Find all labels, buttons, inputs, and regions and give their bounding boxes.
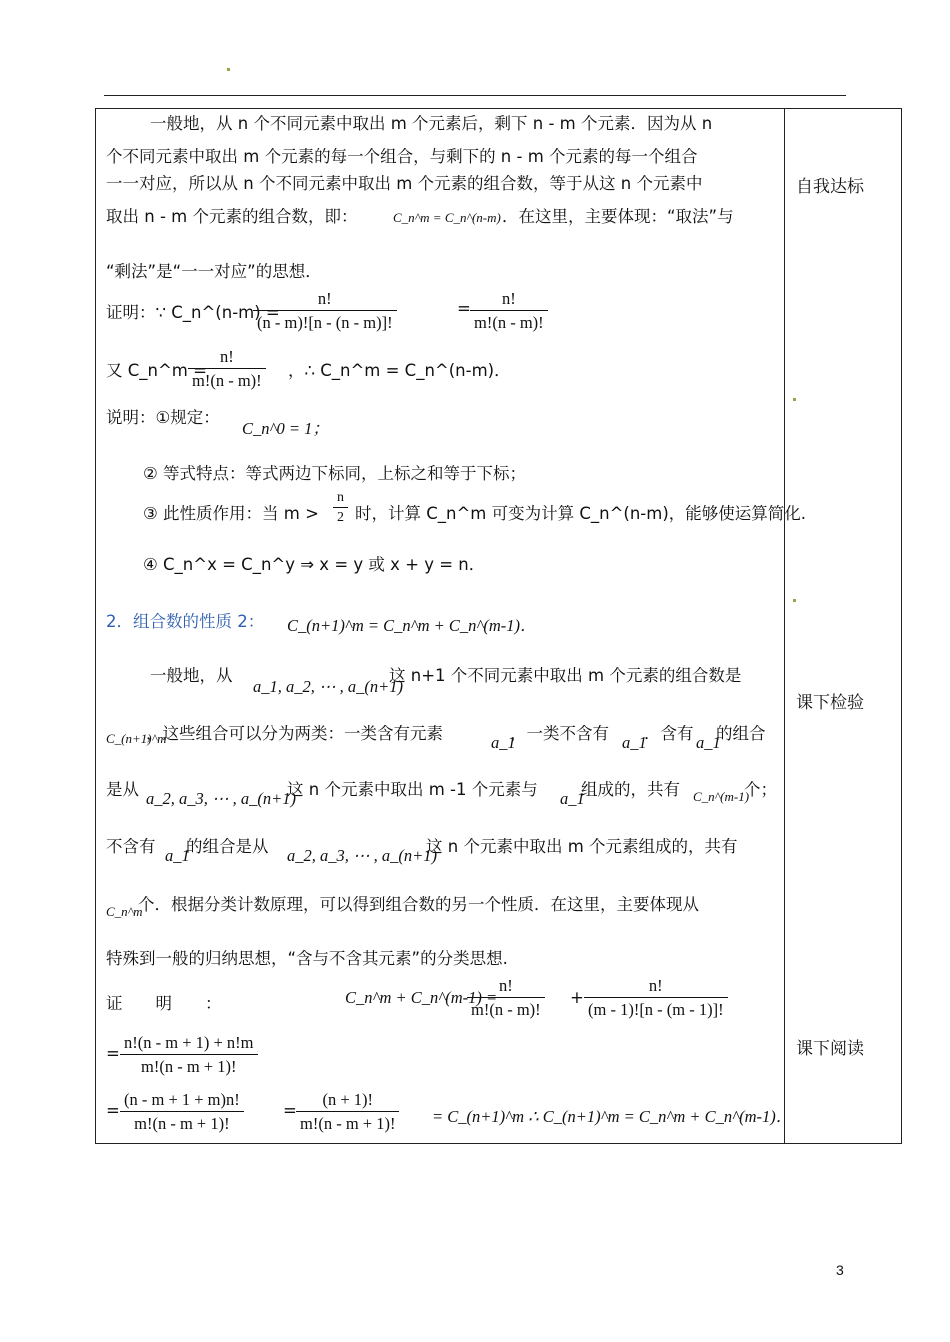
note-3-end: 时，计算 C_n^m 可变为计算 C_n^(n-m)，能够使运算简化. xyxy=(355,504,807,523)
proof1-conclusion: ，∴ C_n^m = C_n^(n-m)． xyxy=(288,361,511,380)
para2-text: 的组合 xyxy=(716,724,766,743)
proof2-fraction xyxy=(296,1089,399,1136)
fraction-numerator: n! xyxy=(584,975,728,998)
para2-text: 不含有 xyxy=(106,837,156,856)
note-3-fraction xyxy=(333,489,348,528)
proof2-fraction xyxy=(584,975,728,1022)
side-label-after-class-reading: 课下阅读 xyxy=(796,1039,864,1059)
equals-sign: = xyxy=(106,1044,120,1063)
para2-math: a_1 xyxy=(696,733,721,752)
para2-math: C_n^(m-1) xyxy=(693,789,750,804)
mark-dot xyxy=(227,68,230,71)
para2-math: a_1 xyxy=(491,733,516,752)
proof1-label: 证明：∵ C_n^(n-m) = xyxy=(106,303,280,322)
proof1-fraction xyxy=(470,288,548,335)
para2-text: 这 n+1 个不同元素中取出 m 个元素的组合数是 xyxy=(389,666,742,685)
note-4: ④ C_n^x = C_n^y ⇒ x = y 或 x + y = n． xyxy=(143,555,486,574)
fraction-numerator: n! xyxy=(188,346,266,369)
para2-text: 组成的，共有 xyxy=(581,780,680,799)
para2-text: 这 n 个元素中取出 m -1 个元素与 xyxy=(287,780,538,799)
fraction-denominator: m!(n - m)! xyxy=(471,1000,541,1019)
note-3-start: ③ 此性质作用：当 m > xyxy=(143,504,319,523)
proof2-lhs: C_n^m + C_n^(m-1) = xyxy=(345,988,498,1007)
fraction-numerator: (n + 1)! xyxy=(296,1089,399,1112)
mark-dot xyxy=(793,398,796,401)
para2-math: a_1 xyxy=(165,846,190,865)
side-label-after-class-test: 课下检验 xyxy=(796,693,864,713)
para2-text: 的组合是从 xyxy=(186,837,269,856)
header-rule xyxy=(104,95,846,96)
page-number: 3 xyxy=(836,1262,844,1278)
para2-text: 个； xyxy=(744,780,777,799)
para2-text: 是从 xyxy=(106,780,139,799)
fraction-denominator: m!(n - m + 1)! xyxy=(134,1114,230,1133)
fraction-denominator: m!(n - m)! xyxy=(474,313,544,332)
proof1-also-label: 又 C_n^m = xyxy=(106,361,207,380)
note-1-formula: C_n^0 = 1； xyxy=(242,419,329,438)
side-label-self-check: 自我达标 xyxy=(796,177,864,197)
para1-line: 一般地，从 n 个不同元素中取出 m 个元素后，剩下 n - m 个元素．因为从 n xyxy=(150,114,713,133)
fraction-denominator: m!(n - m + 1)! xyxy=(300,1114,396,1133)
fraction-denominator: m!(n - m + 1)! xyxy=(141,1057,237,1076)
proof2-conclusion: = C_(n+1)^m ∴ C_(n+1)^m = C_n^m + C_n^(m-1)． xyxy=(432,1107,793,1126)
proof1-fraction xyxy=(188,346,266,393)
mark-dot xyxy=(793,599,796,602)
para2-text: 特殊到一般的归纳思想，“含与不含其元素”的分类思想. xyxy=(106,949,508,968)
proof1-fraction xyxy=(253,288,397,335)
proof2-fraction xyxy=(120,1089,244,1136)
fraction-numerator: n! xyxy=(470,288,548,311)
fraction-denominator: m!(n - m)! xyxy=(192,371,262,390)
proof2-label: 证 明 ： xyxy=(106,994,222,1013)
equals-sign: = xyxy=(106,1101,120,1120)
plus-sign: + xyxy=(570,988,584,1007)
para2-text: ．含有 xyxy=(644,724,694,743)
para2-text: ，一类不含有 xyxy=(510,724,609,743)
column-divider xyxy=(784,108,785,1144)
fraction-denominator: 2 xyxy=(337,510,344,525)
para2-math: a_1, a_2, ⋯ , a_(n+1) xyxy=(253,677,403,696)
proof2-fraction xyxy=(120,1032,258,1079)
note-2: ② 等式特点：等式两边下标同，上标之和等于下标； xyxy=(143,464,527,483)
fraction-numerator: (n - m + 1 + m)n! xyxy=(120,1089,244,1112)
para1-line: 一一对应，所以从 n 个不同元素中取出 m 个元素的组合数，等于从这 n 个元素中 xyxy=(106,174,703,193)
para2-text: 个．根据分类计数原理，可以得到组合数的另一个性质．在这里，主要体现从 xyxy=(138,895,699,914)
para2-math: a_2, a_3, ⋯ , a_(n+1) xyxy=(287,846,437,865)
para2-math: C_(n+1)^m xyxy=(106,731,167,746)
para2-text: 这 n 个元素中取出 m 个元素组成的，共有 xyxy=(426,837,738,856)
para2-math: C_n^m xyxy=(106,904,143,919)
para2-math: a_2, a_3, ⋯ , a_(n+1) xyxy=(146,789,296,808)
para1-line: “剩法”是“一一对应”的思想． xyxy=(106,262,322,281)
equals-sign: = xyxy=(283,1101,297,1120)
fraction-denominator: (n - m)![n - (n - m)]! xyxy=(257,313,393,332)
para2-text: ，这些组合可以分为两类：一类含有元素 xyxy=(146,724,443,743)
para2-math: a_1 xyxy=(560,789,585,808)
para1-line: ．在这里，主要体现：“取法”与 xyxy=(502,207,734,226)
para1-line: 个不同元素中取出 m 个元素的每一个组合，与剩下的 n - m 个元素的每一个组合 xyxy=(106,147,698,166)
proof2-fraction xyxy=(467,975,545,1022)
fraction-denominator: (m - 1)![n - (m - 1)]! xyxy=(588,1000,724,1019)
fraction-numerator: n!(n - m + 1) + n!m xyxy=(120,1032,258,1055)
fraction-numerator: n xyxy=(333,489,348,508)
property-2-formula: C_(n+1)^m = C_n^m + C_n^(m-1)． xyxy=(287,616,537,635)
equals-sign: = xyxy=(457,299,471,318)
para2-math: a_1 xyxy=(622,733,647,752)
fraction-numerator: n! xyxy=(253,288,397,311)
fraction-numerator: n! xyxy=(467,975,545,998)
formula-symmetry: C_n^m = C_n^(n-m) xyxy=(393,210,501,225)
para1-line: 取出 n - m 个元素的组合数，即： xyxy=(106,207,358,226)
note-1-label: 说明：①规定： xyxy=(106,408,220,427)
property-2-title: 2．组合数的性质 2： xyxy=(106,612,265,631)
para2-text: 一般地，从 xyxy=(150,666,233,685)
